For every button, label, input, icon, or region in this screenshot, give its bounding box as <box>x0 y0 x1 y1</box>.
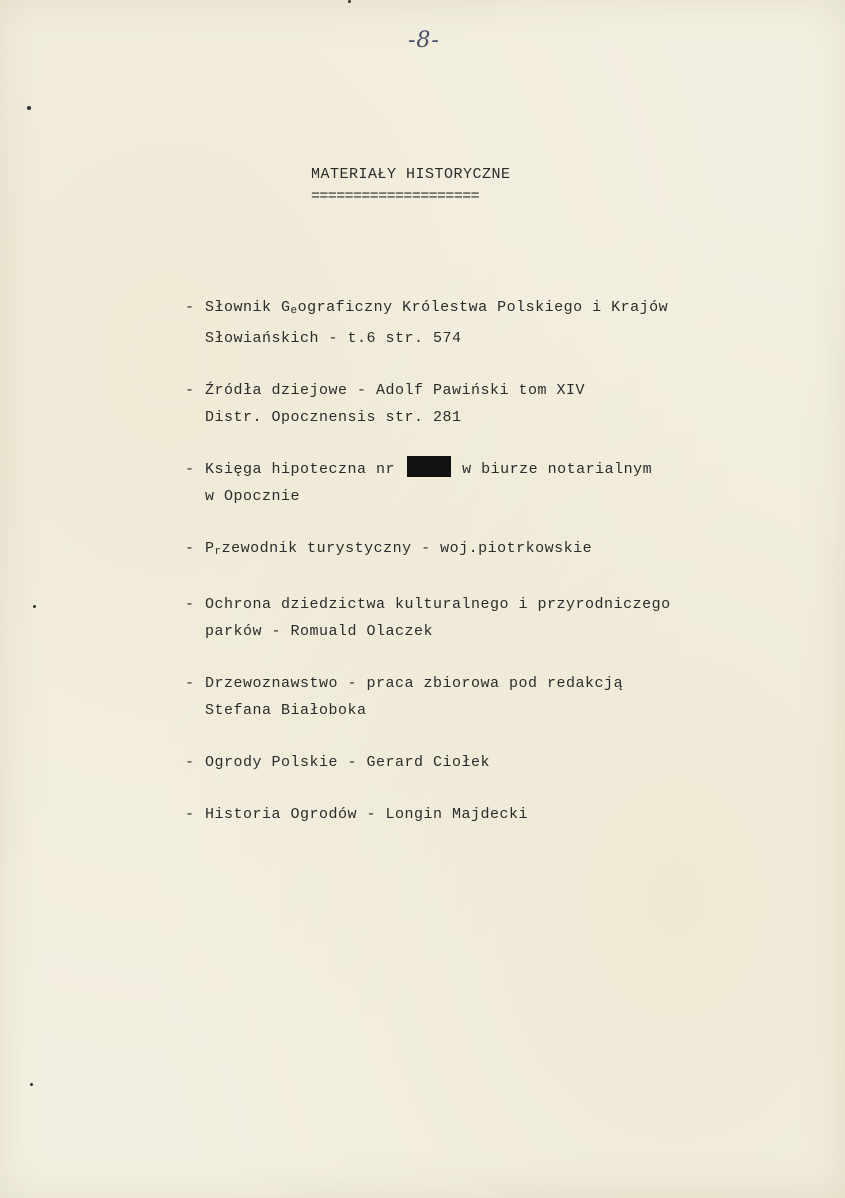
list-item: - Drzewoznawstwo - praca zbiorowa pod redakcją Stefana Białoboka <box>185 670 785 724</box>
list-item: - Przewodnik turystyczny - woj.piotrkowskie <box>185 535 785 566</box>
speck-mark <box>33 605 36 608</box>
page-number: -8- <box>408 28 440 53</box>
list-item: - Źródła dziejowe - Adolf Pawiński tom XIV Distr. Opocznensis str. 281 <box>185 377 785 431</box>
bullet-dash: - <box>185 596 195 613</box>
list-item: - Księga hipoteczna nr w biurze notarialnym w Opocznie <box>185 456 785 510</box>
list-item: - Słownik Geograficzny Królestwa Polskiego i Krajów Słowiańskich - t.6 str. 574 <box>185 294 785 352</box>
bullet-dash: - <box>185 540 195 557</box>
bullet-dash: - <box>185 382 195 399</box>
speck-mark <box>30 1083 33 1086</box>
list-item: - Ochrona dziedzictwa kulturalnego i przyrodniczego parków - Romuald Olaczek <box>185 591 785 645</box>
bullet-dash: - <box>185 299 195 316</box>
title-underline: ==================== <box>311 188 480 205</box>
bullet-dash: - <box>185 806 195 823</box>
speck-mark <box>27 106 31 110</box>
bullet-dash: - <box>185 461 195 478</box>
bullet-dash: - <box>185 675 195 692</box>
page-title: MATERIAŁY HISTORYCZNE <box>311 166 511 183</box>
bullet-dash: - <box>185 754 195 771</box>
list-item: - Historia Ogrodów - Longin Majdecki <box>185 801 785 828</box>
list-item: - Ogrody Polskie - Gerard Ciołek <box>185 749 785 776</box>
speck-mark <box>348 0 351 3</box>
redaction-block <box>407 456 451 477</box>
bibliography-list <box>185 294 785 853</box>
